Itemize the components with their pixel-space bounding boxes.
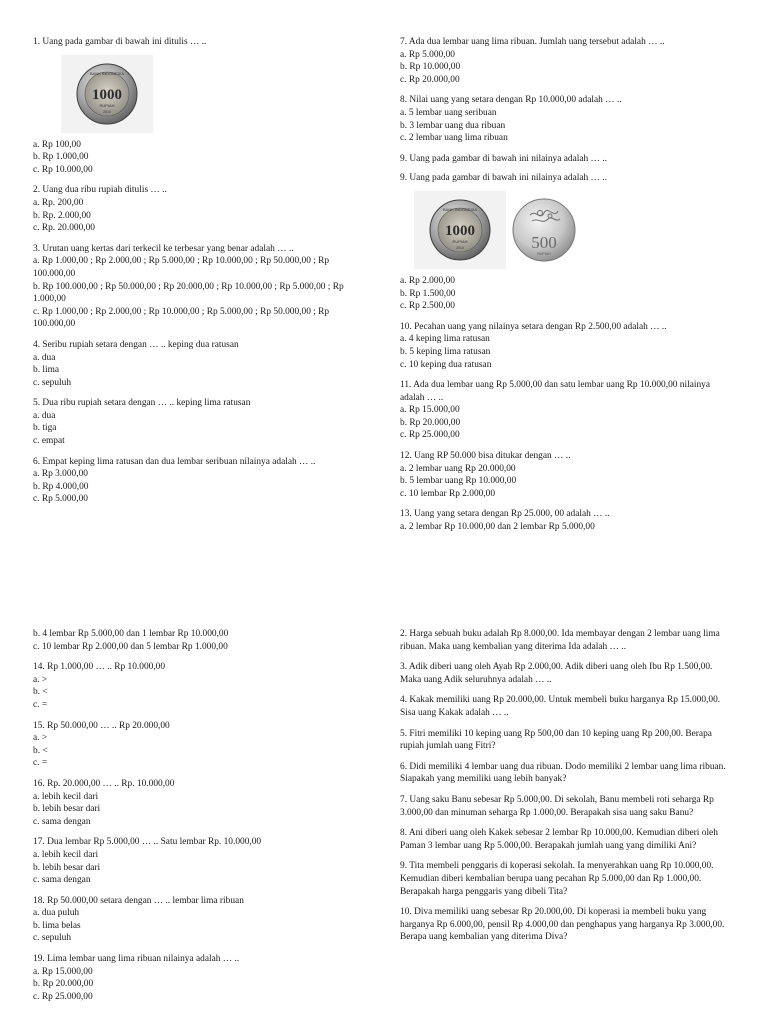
question-text: 10. Diva memiliki uang sebesar Rp 20.000,00. Di koperasi ia membeli buku yang harganya Rp 6.000,00, pensil Rp 4.000,00 dan penghapus yang harganya Rp 3.000,00. Berapa uang kembalian yang diterima Diva?	[400, 907, 725, 943]
question-item	[33, 36, 363, 176]
question-item	[400, 628, 735, 653]
answer-option: c. empat	[33, 436, 65, 447]
answer-option: a. dua	[33, 352, 56, 363]
answer-option: a. Rp 2.000,00	[400, 275, 455, 286]
answer-option: c. =	[33, 758, 48, 769]
answer-option: a. 4 keping lima ratusan	[400, 334, 490, 345]
question-text: 13. Uang yang setara dengan Rp 25.000, 00 adalah … ..	[400, 509, 610, 520]
question-text: 9. Uang pada gambar di bawah ini nilainya adalah … ..	[400, 153, 607, 164]
question-text: 6. Empat keping lima ratusan dan dua lembar seribuan nilainya adalah … ..	[33, 456, 316, 467]
question-item	[400, 694, 735, 719]
answer-option: b. 4 lembar Rp 5.000,00 dan 1 lembar Rp 10.000,00	[33, 629, 229, 639]
question-text: 4. Seribu rupiah setara dengan … .. keping dua ratusan	[33, 339, 239, 350]
answer-option: a. Rp 100,00	[33, 139, 81, 150]
answer-option: a. Rp. 200,00	[33, 197, 84, 208]
answer-option: c. sepuluh	[33, 377, 72, 388]
coin-figure	[61, 55, 363, 133]
question-text: 9. Tita membeli penggaris di koperasi sekolah. Ia menyerahkan uang Rp 10.000,00. Kemudian diberi kembalian berupa uang pecahan Rp 5.000,00 dan Rp 1.000,00. Berapakah harga penggaris yang dibeli Tita?	[400, 861, 714, 897]
svg-text:RUPIAH: RUPIAH	[99, 102, 115, 108]
answer-option: a. Rp 5.000,00	[400, 49, 455, 60]
question-text: 5. Fitri memiliki 10 keping uang Rp 500,00 dan 10 keping uang Rp 200,00. Berapa rupiah jumlah uang Fitri?	[400, 728, 712, 752]
answer-option: a. Rp 3.000,00	[33, 469, 88, 480]
answer-option: a. >	[33, 733, 48, 744]
answer-option: b. Rp 20.000,00	[33, 979, 94, 990]
question-text: 1. Uang pada gambar di bawah ini ditulis … ..	[33, 37, 207, 47]
answer-option: b. Rp 100.000,00 ; Rp 50.000,00 ; Rp 20.000,00 ; Rp 10.000,00 ; Rp 5.000,00 ; Rp 1.000,00	[33, 281, 344, 305]
answer-option: b. 5 keping lima ratusan	[400, 346, 491, 357]
question-item	[33, 953, 363, 1003]
answer-option: b. Rp 4.000,00	[33, 481, 89, 492]
answer-option: c. Rp 1.000,00 ; Rp 2.000,00 ; Rp 10.000,00 ; Rp 5.000,00 ; Rp 50.000,00 ; Rp 100.000,00	[33, 306, 330, 330]
question-item	[400, 172, 735, 312]
answer-option: b. Rp 1.000,00	[33, 152, 89, 163]
question-item	[400, 321, 735, 371]
svg-text:BANK INDONESIA: BANK INDONESIA	[89, 70, 125, 76]
question-item	[400, 450, 735, 500]
question-item	[400, 153, 735, 166]
svg-text:RUPIAH: RUPIAH	[537, 251, 551, 256]
question-item	[400, 508, 735, 533]
question-text: 11. Ada dua lembar uang Rp 5.000,00 dan satu lembar uang Rp 10.000,00 nilainya adalah … ..	[400, 380, 711, 403]
question-text: 7. Ada dua lembar uang lima ribuan. Jumlah uang tersebut adalah … ..	[400, 37, 665, 47]
question-text: 2. Harga sebuah buku adalah Rp 8.000,00. Ida membayar dengan 2 lembar uang lima ribuan. Maka uang kembalian yang diterima Ida adalah … ..	[400, 629, 720, 652]
question-text: 4. Kakak memiliki uang Rp 20.000,00. Untuk membeli buku harganya Rp 15.000,00. Sisa uang Kakak adalah … ..	[400, 695, 721, 718]
question-item	[33, 895, 363, 945]
answer-option: a. >	[33, 674, 48, 685]
answer-option: b. Rp 10.000,00	[400, 62, 461, 73]
question-item	[33, 661, 363, 711]
question-text: 19. Lima lembar uang lima ribuan nilainya adalah … ..	[33, 954, 240, 965]
svg-text:1000: 1000	[445, 222, 475, 239]
coin-1000-image	[61, 55, 153, 133]
answer-option: b. 5 lembar uang Rp 10.000,00	[400, 476, 517, 487]
question-item	[400, 860, 735, 898]
question-text: 8. Nilai uang yang setara dengan Rp 10.000,00 adalah … ..	[400, 95, 622, 106]
svg-text:2010: 2010	[103, 109, 111, 114]
question-item	[400, 661, 735, 686]
question-text: 18. Rp 50.000,00 setara dengan … .. lembar lima ribuan	[33, 895, 244, 906]
question-text: 14. Rp 1.000,00 … .. Rp 10.000,00	[33, 662, 166, 673]
question-text: 3. Urutan uang kertas dari terkecil ke terbesar yang benar adalah … ..	[33, 243, 294, 254]
coins-figure	[414, 191, 735, 269]
answer-option: b. lima belas	[33, 920, 81, 931]
question-item	[33, 397, 363, 447]
answer-option: c. Rp. 20.000,00	[33, 223, 95, 234]
question-item	[33, 778, 363, 828]
question-text: 7. Uang saku Banu sebesar Rp 5.000,00. Di sekolah, Banu membeli roti seharga Rp 3.000,00 dan minuman seharga Rp 1.000,00. Berapakah sisa uang saku Banu?	[400, 794, 714, 818]
question-text: 15. Rp 50.000,00 … .. Rp 20.000,00	[33, 720, 170, 731]
answer-option: b. <	[33, 687, 48, 698]
svg-text:500: 500	[531, 232, 557, 252]
answer-option: a. Rp 1.000,00 ; Rp 2.000,00 ; Rp 5.000,00 ; Rp 10.000,00 ; Rp 50.000,00 ; Rp 100.000,00	[33, 256, 330, 279]
column-right-bottom	[400, 628, 735, 952]
answer-option: c. sama dengan	[33, 816, 91, 827]
question-text: 2. Uang dua ribu rupiah ditulis … ..	[33, 185, 167, 196]
svg-text:RUPIAH: RUPIAH	[452, 238, 468, 244]
question-item	[400, 379, 735, 442]
question-text: 5. Dua ribu rupiah setara dengan … .. keping lima ratusan	[33, 398, 251, 409]
answer-option: c. Rp 25.000,00	[33, 991, 93, 1002]
question-text: 10. Pecahan uang yang nilainya setara dengan Rp 2.500,00 adalah … ..	[400, 321, 667, 332]
question-text: 6. Didi memiliki 4 lembar uang dua ribuan. Dodo memiliki 2 lembar uang lima ribuan. Siapakah yang memiliki uang lebih banyak?	[400, 761, 726, 785]
answer-option: a. dua puluh	[33, 908, 80, 919]
answer-option: c. 2 lembar uang lima ribuan	[400, 133, 508, 144]
answer-option: c. =	[33, 699, 48, 710]
answer-option: a. dua	[33, 410, 56, 421]
question-item	[33, 836, 363, 886]
answer-option: b. Rp. 2.000,00	[33, 210, 91, 221]
question-text: 3. Adik diberi uang oleh Ayah Rp 2.000,00. Adik diberi uang oleh Ibu Rp 1.500,00. Maka uang Adik seluruhnya adalah … ..	[400, 662, 713, 685]
answer-option: c. 10 keping dua ratusan	[400, 359, 492, 370]
answer-option: a. lebih kecil dari	[33, 791, 99, 802]
answer-option: a. 2 lembar Rp 10.000,00 dan 2 lembar Rp 5.000,00	[400, 522, 595, 533]
question-item	[33, 184, 363, 234]
column-left-top	[33, 36, 363, 514]
answer-option: c. sama dengan	[33, 875, 91, 886]
question-item	[33, 243, 363, 331]
svg-text:2010: 2010	[456, 245, 464, 250]
question-item	[33, 720, 363, 770]
answer-option: c. Rp 2.500,00	[400, 301, 455, 312]
answer-option: c. 10 lembar Rp 2.000,00	[400, 488, 496, 499]
answer-option: b. lima	[33, 365, 60, 376]
answer-option: b. tiga	[33, 423, 57, 434]
question-text: 17. Dua lembar Rp 5.000,00 … .. Satu lembar Rp. 10.000,00	[33, 837, 262, 848]
answer-option: c. sepuluh	[33, 933, 72, 944]
answer-option: c. Rp 5.000,00	[33, 494, 88, 505]
question-item	[400, 761, 735, 786]
question-item	[400, 906, 735, 944]
question-item	[400, 94, 735, 144]
answer-option: c. Rp 20.000,00	[400, 74, 460, 85]
answer-option: b. Rp 1.500,00	[400, 288, 456, 299]
question-item	[400, 794, 735, 819]
question-item	[400, 827, 735, 852]
question-text: 16. Rp. 20.000,00 … .. Rp. 10.000,00	[33, 778, 175, 789]
answer-option: b. lebih besar dari	[33, 804, 101, 815]
question-item	[33, 456, 363, 506]
question-text: 12. Uang RP 50.000 bisa ditukar dengan … ..	[400, 451, 571, 462]
question-item	[400, 728, 735, 753]
answer-option: a. 2 lembar uang Rp 20.000,00	[400, 463, 516, 474]
answer-option: b. 3 lembar uang dua ribuan	[400, 120, 506, 131]
svg-text:BANK INDONESIA: BANK INDONESIA	[442, 206, 478, 212]
question-text: 9. Uang pada gambar di bawah ini nilainya adalah … ..	[400, 173, 607, 184]
answer-option: a. 5 lembar uang seribuan	[400, 107, 497, 118]
answer-option: c. Rp 25.000,00	[400, 430, 460, 441]
column-right-top	[400, 36, 735, 542]
answer-option: a. Rp 15.000,00	[400, 405, 460, 416]
answer-option: b. <	[33, 745, 48, 756]
question-text: 8. Ani diberi uang oleh Kakek sebesar 2 lembar Rp 10.000,00. Kemudian diberi oleh Paman 3 lembar uang Rp 5.000,00. Berapakah jumlah uang yang dimiliki Ani?	[400, 828, 718, 851]
answer-option: a. lebih kecil dari	[33, 849, 99, 860]
question-item	[400, 36, 735, 86]
column-left-bottom	[33, 628, 363, 1011]
coin-500-image	[510, 191, 578, 269]
question-item	[33, 339, 363, 389]
answer-option: a. Rp 15.000,00	[33, 966, 93, 977]
answer-option: c. Rp 10.000,00	[33, 164, 93, 175]
question-item	[33, 628, 363, 653]
svg-text:1000: 1000	[92, 86, 122, 103]
coin-1000-image	[414, 191, 506, 269]
answer-option: c. 10 lembar Rp 2.000,00 dan 5 lembar Rp 1.000,00	[33, 641, 228, 652]
answer-option: b. Rp 20.000,00	[400, 417, 461, 428]
answer-option: b. lebih besar dari	[33, 862, 101, 873]
